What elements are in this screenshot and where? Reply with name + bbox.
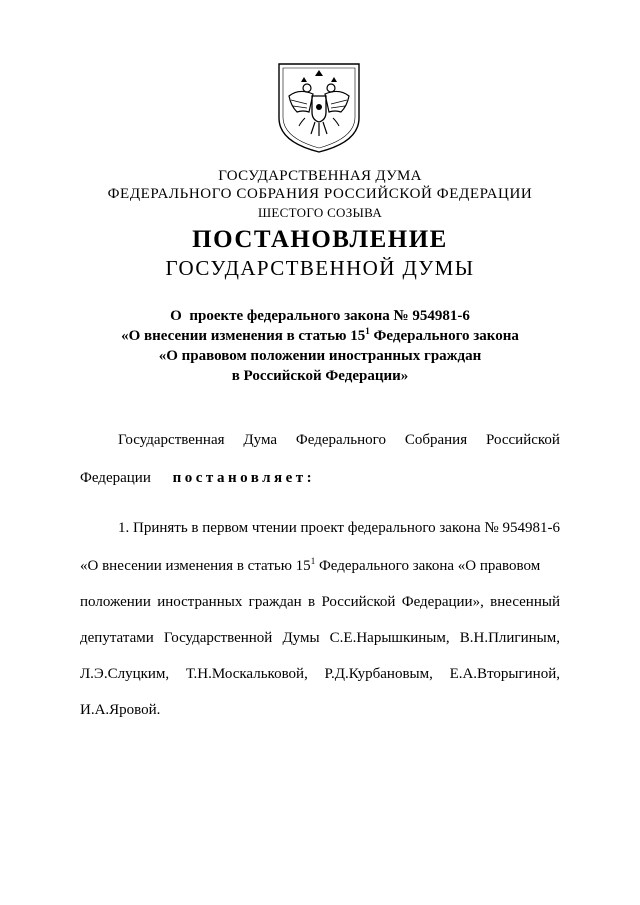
subject-line-2-text: «О внесении изменения в статью 15 (121, 328, 366, 344)
item1-word: С.Е.Нарышкиным, (329, 630, 450, 646)
document-subject (0, 306, 640, 386)
preamble-resolves: постановляет: (172, 470, 316, 486)
item1-superscript: 1 (310, 556, 316, 566)
preamble-word: Российской (486, 432, 560, 448)
item1-word: в (308, 594, 316, 610)
issuer-line-1: ГОСУДАРСТВЕННАЯ ДУМА (218, 168, 422, 184)
preamble-word: Собрания (404, 432, 468, 448)
issuer-line-3: ШЕСТОГО СОЗЫВА (257, 205, 383, 220)
item1-word: Л.Э.Слуцким, (80, 666, 170, 682)
item1-line-6: И.А.Яровой. (80, 702, 161, 718)
item1-word: Е.А.Вторыгиной, (449, 666, 560, 682)
document-subtitle: ГОСУДАРСТВЕННОЙ ДУМЫ (165, 256, 475, 280)
subject-superscript: 1 (365, 326, 370, 336)
item1-word: Думы (282, 630, 320, 646)
subject-line-2-rest: Федерального закона (369, 328, 519, 344)
preamble-word: Государственная (118, 432, 225, 448)
item1-word: Т.Н.Москальковой, (185, 666, 308, 682)
subject-line-2 (0, 326, 640, 346)
issuer-line-2: ФЕДЕРАЛЬНОГО СОБРАНИЯ РОССИЙСКОЙ ФЕДЕРАЦИИ (107, 186, 533, 202)
item1-line-1: 1. Принять в первом чтении проект федерального закона № 954981-6 (118, 520, 560, 536)
preamble-line-2 (80, 468, 560, 488)
item1-line-2 (80, 556, 560, 576)
subject-line-4: в Российской Федерации» (231, 368, 409, 384)
preamble-line-1 (118, 430, 560, 450)
preamble-word: Дума (243, 432, 278, 448)
item1-word: Государственной (163, 630, 273, 646)
item1-line-4 (80, 628, 560, 648)
document-title: ПОСТАНОВЛЕНИЕ (192, 226, 448, 253)
item1-word: депутатами (80, 630, 154, 646)
item1-line-3 (80, 592, 560, 612)
item1-word: граждан (248, 594, 302, 610)
item1-word: внесенный (490, 594, 560, 610)
item1-word: положении (80, 594, 151, 610)
item1-line-5 (80, 664, 560, 684)
double-headed-eagle-icon (275, 62, 363, 154)
preamble-word: Федерального (295, 432, 386, 448)
item1-word: В.Н.Плигиным, (459, 630, 560, 646)
subject-line-3: «О правовом положении иностранных граждан (158, 348, 482, 364)
item1-word: Российской (321, 594, 396, 610)
item1-word: Р.Д.Курбановым, (324, 666, 433, 682)
preamble-federation: Федерации (80, 470, 151, 486)
item1-line-2-rest: Федерального закона «О правовом (315, 558, 541, 574)
item1-line-2-text: «О внесении изменения в статью 15 (80, 558, 311, 574)
item1-word: Федерации», (401, 594, 484, 610)
item1-word: иностранных (157, 594, 243, 610)
coat-of-arms-emblem (275, 62, 363, 154)
subject-line-1: О проекте федерального закона № 954981-6 (170, 308, 470, 324)
